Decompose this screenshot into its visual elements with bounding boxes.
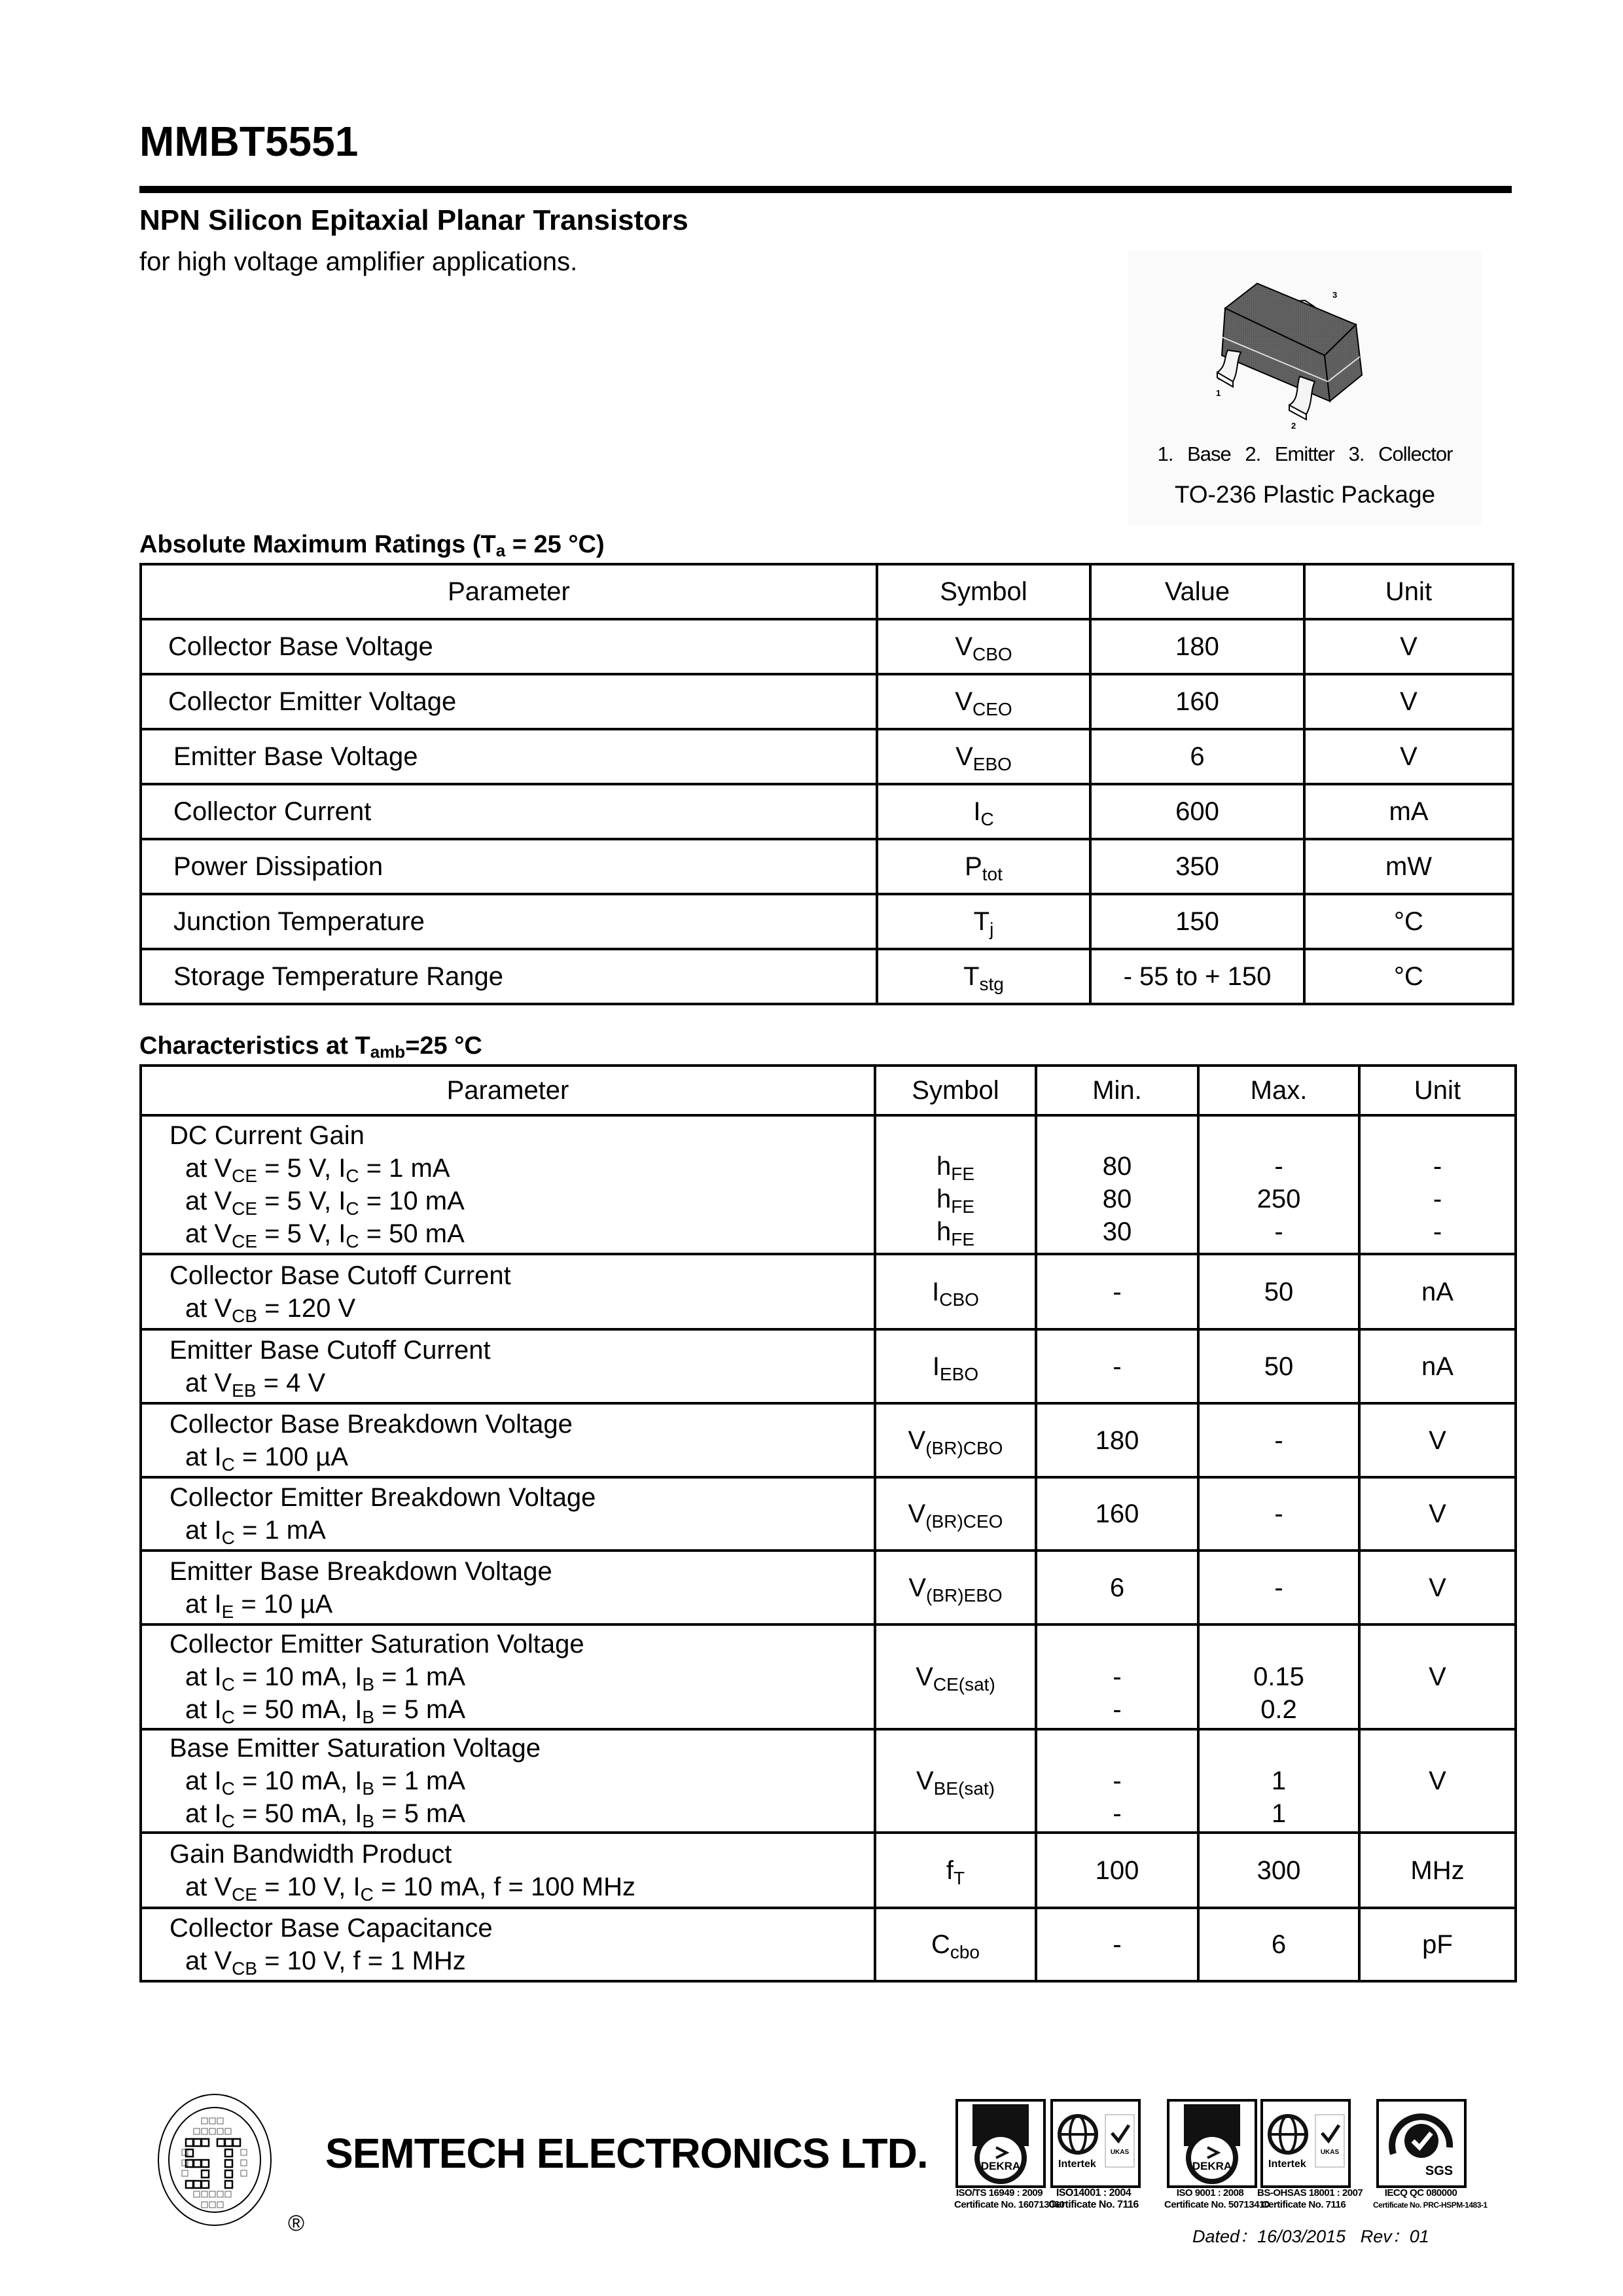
- min-cell: 80 80 30: [1036, 1115, 1198, 1254]
- parameter-cell: Emitter Base Voltage: [141, 729, 877, 784]
- min-cell: - -: [1036, 1624, 1198, 1729]
- max-cell: - 250 -: [1198, 1115, 1359, 1254]
- unit-cell: MHz: [1359, 1833, 1516, 1908]
- test-condition: at $V_{CE} = 5$ V, $I_C = 1$ mA: [185, 1154, 450, 1186]
- sot23-package-icon: [1128, 251, 1482, 440]
- unit-cell: V: [1359, 1729, 1516, 1833]
- parameter-title: Collector Base Cutoff Current: [169, 1261, 511, 1290]
- parameter-title: Collector Emitter Breakdown Voltage: [169, 1483, 596, 1512]
- max-cell: -: [1198, 1403, 1359, 1477]
- value-cell: 6: [1090, 729, 1304, 784]
- svg-text:DEKRA: DEKRA: [980, 2160, 1021, 2172]
- parameter-cell: [141, 1833, 875, 1908]
- max-cell: -: [1198, 1551, 1359, 1624]
- symbol-cell: $V_{(BR)CBO}$: [875, 1403, 1036, 1477]
- parameter-title: DC Current Gain: [169, 1121, 365, 1150]
- unit-cell: V: [1359, 1403, 1516, 1477]
- cert-badge-sgs-icon: [1376, 2099, 1467, 2188]
- test-condition: at $I_E = 10$ µA: [185, 1589, 333, 1622]
- cert-label: IECQ QC 080000 Certificate No. PRC-HSPM-1483-1: [1373, 2187, 1488, 2210]
- company-name: SEMTECH ELECTRONICS LTD.: [325, 2130, 928, 2177]
- table-row: [141, 1477, 1516, 1551]
- parameter-cell: [141, 1115, 875, 1254]
- unit-cell: V: [1304, 619, 1513, 674]
- svg-text:UKAS: UKAS: [1320, 2149, 1340, 2156]
- table-row: [141, 1329, 1516, 1403]
- test-condition: at $V_{EB} = 4$ V: [185, 1368, 326, 1401]
- table-row: [141, 839, 1513, 894]
- min-cell: -: [1036, 1908, 1198, 1981]
- revision-info: Dated：16/03/2015 Rev：01: [1192, 2227, 1429, 2246]
- column-header: Unit: [1359, 1066, 1516, 1115]
- table-row: [141, 1403, 1516, 1477]
- parameter-title: Collector Base Capacitance: [169, 1914, 493, 1943]
- column-header: Symbol: [875, 1066, 1036, 1115]
- test-condition: at $I_C = 50$ mA, $I_B = 5$ mA: [185, 1799, 465, 1831]
- unit-cell: mA: [1304, 784, 1513, 839]
- table-row: [141, 1908, 1516, 1981]
- parameter-title: Collector Base Breakdown Voltage: [169, 1409, 573, 1439]
- table-row: [141, 729, 1513, 784]
- product-subtitle: for high voltage amplifier applications.: [139, 247, 578, 276]
- table-row: [141, 1551, 1516, 1624]
- symbol-cell: $I_{CBO}$: [875, 1254, 1036, 1329]
- test-condition: at $V_{CB} = 10$ V, f = 1 MHz: [185, 1946, 466, 1979]
- pin-1-label: 1: [1216, 388, 1221, 398]
- parameter-cell: [141, 1254, 875, 1329]
- column-header: Min.: [1036, 1066, 1198, 1115]
- cert-badge-dekra-icon: [1167, 2099, 1257, 2188]
- value-cell: 350: [1090, 839, 1304, 894]
- parameter-cell: [141, 1908, 875, 1981]
- symbol-cell: $V_{(BR)EBO}$: [875, 1551, 1036, 1624]
- symbol-cell: $f_T$: [875, 1833, 1036, 1908]
- symbol-cell: $V_{CBO}$: [877, 619, 1090, 674]
- parameter-title: Gain Bandwidth Product: [169, 1839, 452, 1869]
- parameter-title: Emitter Base Breakdown Voltage: [169, 1556, 552, 1586]
- unit-cell: pF: [1359, 1908, 1516, 1981]
- symbol-cell: $h_{FE}$ $h_{FE}$ $h_{FE}$: [875, 1115, 1036, 1254]
- package-name: TO-236 Plastic Package: [1174, 481, 1436, 508]
- cert-label: ISO/TS 16949 : 2009 Certificate No. 160713060: [954, 2187, 1065, 2210]
- unit-cell: V: [1304, 729, 1513, 784]
- unit-cell: V: [1304, 674, 1513, 729]
- symbol-cell: $V_{CE(sat)}$: [875, 1624, 1036, 1729]
- parameter-title: Base Emitter Saturation Voltage: [169, 1734, 541, 1763]
- table-row: [141, 1115, 1516, 1254]
- cert-badge-intertek-ukas-icon: [1050, 2099, 1141, 2188]
- value-cell: - 55 to + 150: [1090, 949, 1304, 1004]
- unit-cell: V: [1359, 1551, 1516, 1624]
- column-header: Parameter: [141, 564, 877, 619]
- parameter-cell: [141, 1329, 875, 1403]
- parameter-cell: [141, 1624, 875, 1729]
- svg-text:Intertek: Intertek: [1058, 2159, 1096, 2170]
- table-row: [141, 1254, 1516, 1329]
- unit-cell: - - -: [1359, 1115, 1516, 1254]
- test-condition: at $V_{CB} = 120$ V: [185, 1293, 356, 1326]
- pin-2-label: 2: [1291, 421, 1296, 431]
- symbol-cell: $I_{EBO}$: [875, 1329, 1036, 1403]
- parameter-cell: [141, 1729, 875, 1833]
- parameter-cell: [141, 1551, 875, 1624]
- product-title: NPN Silicon Epitaxial Planar Transistors: [139, 204, 688, 236]
- svg-text:DEKRA: DEKRA: [1192, 2160, 1232, 2172]
- svg-text:UKAS: UKAS: [1110, 2149, 1130, 2156]
- unit-cell: V: [1359, 1624, 1516, 1729]
- symbol-cell: $P_{tot}$: [877, 839, 1090, 894]
- cert-label: ISO 9001 : 2008 Certificate No. 50713410: [1164, 2187, 1270, 2210]
- cert-label: ISO14001 : 2004 Certificate No. 7116: [1048, 2187, 1139, 2210]
- value-cell: 160: [1090, 674, 1304, 729]
- unit-cell: mW: [1304, 839, 1513, 894]
- max-cell: 50: [1198, 1329, 1359, 1403]
- column-header: Max.: [1198, 1066, 1359, 1115]
- column-header: Symbol: [877, 564, 1090, 619]
- table-header-row: [141, 1066, 1516, 1115]
- table-header-row: [141, 564, 1513, 619]
- registered-mark: ®: [288, 2211, 305, 2236]
- characteristics-heading: Characteristics at $T_{amb}=25$ °C: [139, 1032, 482, 1062]
- parameter-cell: Power Dissipation: [141, 839, 877, 894]
- pin-legend: 1. Base 2. Emitter 3. Collector: [1157, 442, 1453, 465]
- parameter-cell: [141, 1477, 875, 1551]
- test-condition: at $I_C = 10$ mA, $I_B = 1$ mA: [185, 1767, 465, 1799]
- max-cell: 6: [1198, 1908, 1359, 1981]
- column-header: Value: [1090, 564, 1304, 619]
- min-cell: - -: [1036, 1729, 1198, 1833]
- test-condition: at $I_C = 100$ µA: [185, 1442, 348, 1475]
- max-cell: 0.15 0.2: [1198, 1624, 1359, 1729]
- max-cell: 50: [1198, 1254, 1359, 1329]
- title-divider: [139, 186, 1512, 193]
- absolute-max-ratings-heading: Absolute Maximum Ratings ($T_a = 25$ °C): [139, 531, 605, 560]
- max-cell: 300: [1198, 1833, 1359, 1908]
- parameter-cell: Collector Emitter Voltage: [141, 674, 877, 729]
- semtech-logo-icon: [156, 2092, 274, 2228]
- package-figure: [1128, 251, 1482, 526]
- absolute-max-ratings-table: [139, 563, 1514, 1005]
- table-row: [141, 1624, 1516, 1729]
- symbol-cell: $C_{cbo}$: [875, 1908, 1036, 1981]
- table-row: [141, 619, 1513, 674]
- symbol-cell: $V_{BE(sat)}$: [875, 1729, 1036, 1833]
- cert-label: BS-OHSAS 18001 : 2007 Certificate No. 7116: [1257, 2187, 1363, 2210]
- svg-text:SGS: SGS: [1425, 2164, 1454, 2178]
- table-row: [141, 1729, 1516, 1833]
- test-condition: at $I_C = 50$ mA, $I_B = 5$ mA: [185, 1695, 465, 1727]
- unit-cell: °C: [1304, 894, 1513, 949]
- symbol-cell: $T_j$: [877, 894, 1090, 949]
- min-cell: -: [1036, 1329, 1198, 1403]
- unit-cell: nA: [1359, 1254, 1516, 1329]
- min-cell: 100: [1036, 1833, 1198, 1908]
- symbol-cell: $V_{EBO}$: [877, 729, 1090, 784]
- value-cell: 180: [1090, 619, 1304, 674]
- test-condition: at $V_{CE} = 5$ V, $I_C = 50$ mA: [185, 1219, 465, 1251]
- max-cell: -: [1198, 1477, 1359, 1551]
- characteristics-table: [139, 1064, 1517, 1982]
- parameter-cell: Junction Temperature: [141, 894, 877, 949]
- symbol-cell: $T_{stg}$: [877, 949, 1090, 1004]
- table-row: [141, 784, 1513, 839]
- parameter-title: Collector Emitter Saturation Voltage: [169, 1630, 584, 1659]
- table-row: [141, 894, 1513, 949]
- unit-cell: V: [1359, 1477, 1516, 1551]
- min-cell: 6: [1036, 1551, 1198, 1624]
- table-row: [141, 949, 1513, 1004]
- parameter-title: Emitter Base Cutoff Current: [169, 1335, 491, 1365]
- cert-badge-intertek-ukas-icon: [1260, 2099, 1351, 2188]
- value-cell: 150: [1090, 894, 1304, 949]
- min-cell: -: [1036, 1254, 1198, 1329]
- svg-text:Intertek: Intertek: [1268, 2159, 1306, 2170]
- parameter-cell: [141, 1403, 875, 1477]
- pin-3-label: 3: [1332, 290, 1338, 300]
- test-condition: at $I_C = 1$ mA: [185, 1516, 326, 1548]
- test-condition: at $I_C = 10$ mA, $I_B = 1$ mA: [185, 1662, 465, 1695]
- min-cell: 180: [1036, 1403, 1198, 1477]
- unit-cell: °C: [1304, 949, 1513, 1004]
- symbol-cell: $V_{CEO}$: [877, 674, 1090, 729]
- parameter-cell: Collector Base Voltage: [141, 619, 877, 674]
- value-cell: 600: [1090, 784, 1304, 839]
- parameter-cell: Storage Temperature Range: [141, 949, 877, 1004]
- symbol-cell: $V_{(BR)CEO}$: [875, 1477, 1036, 1551]
- test-condition: at $V_{CE} = 5$ V, $I_C = 10$ mA: [185, 1187, 465, 1219]
- symbol-cell: $I_C$: [877, 784, 1090, 839]
- table-row: [141, 674, 1513, 729]
- part-number-title: MMBT5551: [139, 118, 359, 165]
- column-header: Unit: [1304, 564, 1513, 619]
- cert-badge-dekra-icon: [955, 2099, 1046, 2188]
- column-header: Parameter: [141, 1066, 875, 1115]
- min-cell: 160: [1036, 1477, 1198, 1551]
- test-condition: at $V_{CE} = 10$ V, $I_C = 10$ mA, f = 100 MHz: [185, 1872, 636, 1905]
- table-row: [141, 1833, 1516, 1908]
- unit-cell: nA: [1359, 1329, 1516, 1403]
- parameter-cell: Collector Current: [141, 784, 877, 839]
- max-cell: 1 1: [1198, 1729, 1359, 1833]
